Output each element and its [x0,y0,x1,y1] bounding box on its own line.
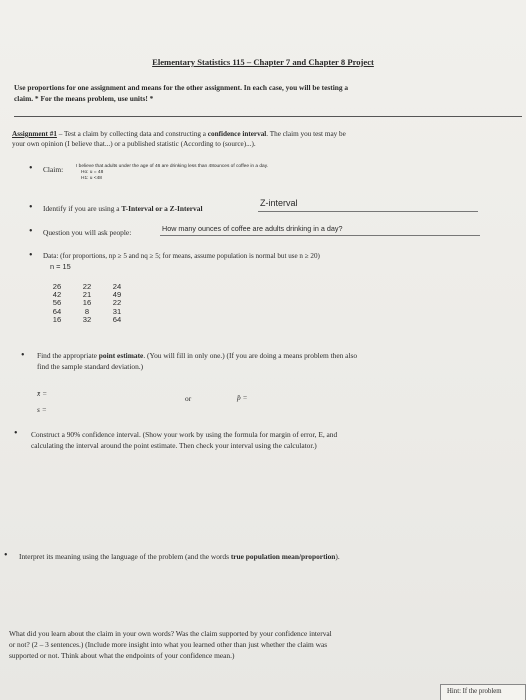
data-cell: 16 [52,314,62,324]
data-cell: 16 [82,298,92,308]
learn-line-1: What did you learn about the claim in your own words? Was the claim supported by your confidence interval [9,629,332,638]
assignment-description [12,129,512,149]
data-label: Data: (for proportions, np ≥ 5 and nq ≥ 5; for means, assume population is normal but use n ≥ 20) [43,252,320,260]
hint-box [440,684,526,700]
bullet-identify: • [29,202,33,213]
bullet-interpret: • [4,550,8,561]
point-estimate-label-1: Find the appropriate [37,351,99,360]
data-column-3 [108,283,126,324]
interpret-bold: true population mean/proportion [230,552,336,561]
bullet-question: • [29,226,33,237]
question-label: Question you will ask people: [43,228,132,237]
phat-label: p̂ = [237,393,248,402]
reflection-instructions [9,628,332,661]
data-cell: 31 [112,306,122,316]
point-estimate-instructions [37,351,357,372]
intro-line-2: claim. * For the means problem, use units! * [14,94,154,103]
interpret-line [19,552,340,561]
s-label: s = [37,405,47,414]
point-estimate-label-2: . (You will fill in only one.) (If you are doing a means problem then also [143,351,358,360]
identify-answer[interactable]: Z-interval [260,198,298,208]
claim-handwriting [76,164,268,182]
data-cell: 22 [82,282,92,291]
interpret-label-1: Interpret its meaning using the language of the problem (and the words [19,552,231,561]
page-title: Elementary Statistics 115 – Chapter 7 and Chapter 8 Project [152,57,374,67]
identify-line [43,204,203,213]
claim-text: I believe that adults under the age of 46 are drinking less than 48ounces of coffee in a day. [76,164,269,169]
alt-hypothesis: H1: u <48 [81,176,102,181]
ci-line-1: Construct a 90% confidence interval. (Show your work by using the formula for margin of error, E, and [31,430,338,439]
intro-line-1: Use proportions for one assignment and means for the other assignment. In each case, you will be testing a [14,83,349,92]
learn-line-3: supported or not. Think about what the endpoints of your confidence mean.) [9,651,235,660]
xbar-label: x̄ = [37,389,48,398]
data-cell: 24 [112,282,122,291]
ci-line-2: calculating the interval around the point estimate. Then check your interval using the calculator.) [31,440,317,450]
point-estimate-bold: point estimate [98,351,144,360]
data-cell: 32 [82,314,92,324]
data-column-1 [48,283,66,324]
bullet-data: • [29,250,33,261]
identify-bold: T-Interval or a Z-Interval [121,204,203,213]
assignment-text-2: . The claim you test may be [266,130,346,138]
data-cell: 64 [112,314,122,324]
section-divider [14,116,522,117]
sample-size: n = 15 [50,262,71,271]
data-cell: 56 [52,298,62,308]
assignment-line-2: your own opinion (I believe that...) or a published statistic (According to (source)...). [12,140,256,148]
bullet-point-estimate: • [21,350,25,361]
data-column-2 [78,283,96,324]
interpret-label-2: ). [335,552,340,561]
assignment-label: Assignment #1 [12,130,57,138]
data-cell: 42 [52,290,62,300]
assignment-text-1: – Test a claim by collecting data and constructing a [56,130,208,138]
or-label: or [185,394,192,403]
bullet-claim: • [29,163,33,174]
assignment-bold: confidence interval [207,130,267,138]
identify-label: Identify if you are using a [43,204,122,213]
data-cell: 49 [112,290,122,300]
learn-line-2: or not? (2 – 3 sentences.) (Include more insight into what you learned other than just whether the claim was [9,640,328,649]
question-answer-line [160,235,480,236]
point-estimate-line-2: find the sample standard deviation.) [37,361,144,371]
intro-instructions [14,82,484,104]
hint-text: Hint: If the problem [447,688,502,695]
confidence-interval-instructions [31,430,337,451]
data-cell: 8 [84,306,90,316]
data-cell: 64 [52,306,62,316]
bullet-confidence-interval: • [14,428,18,439]
question-answer[interactable]: How many ounces of coffee are adults drinking in a day? [162,224,343,233]
claim-label: Claim: [43,165,64,174]
data-cell: 21 [82,290,92,300]
data-cell: 22 [112,298,122,308]
identify-answer-line [258,211,478,212]
data-cell: 26 [52,282,62,291]
null-hypothesis: Ho: u = 48 [81,170,104,175]
